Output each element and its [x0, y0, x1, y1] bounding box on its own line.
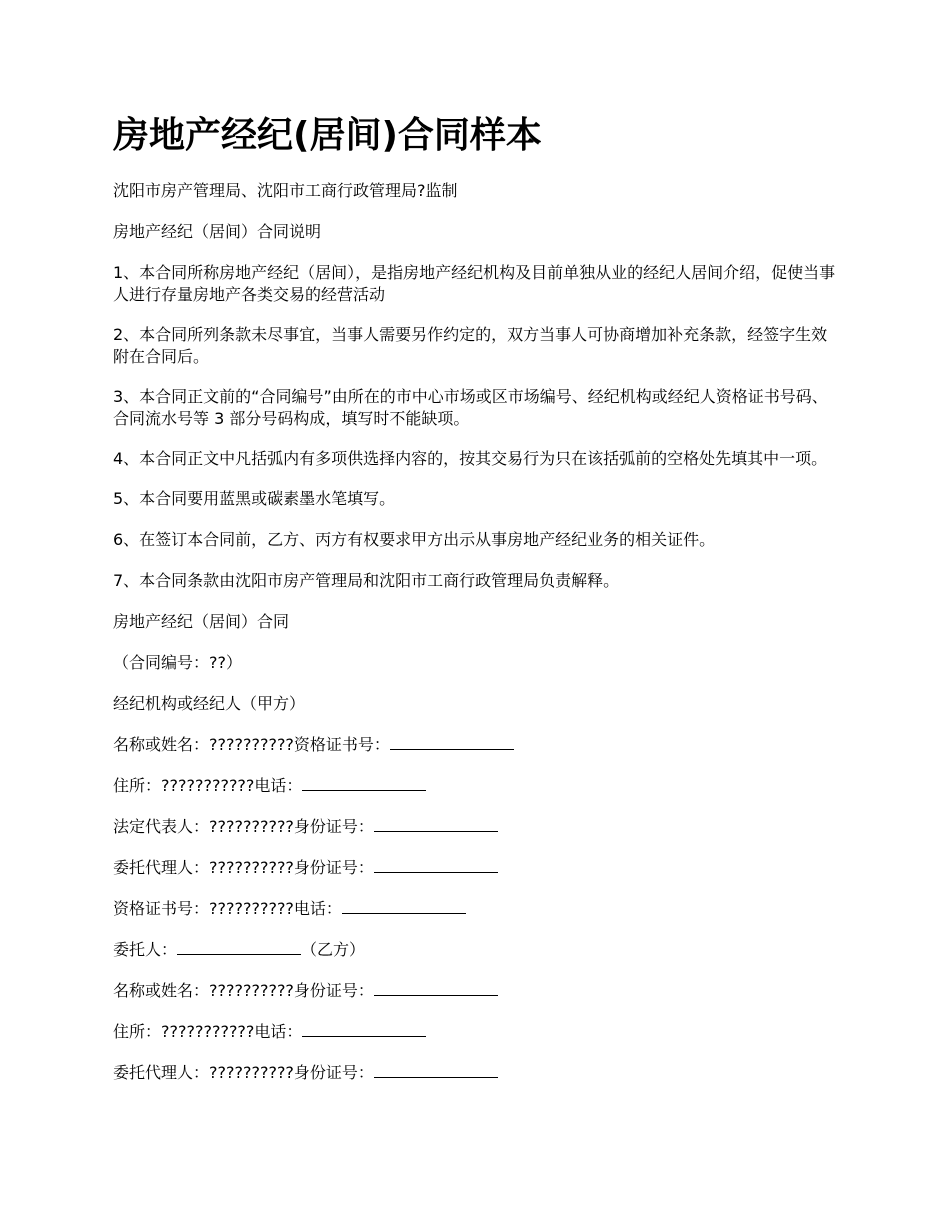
party-b-line: [113, 939, 843, 961]
party-a-cert-blank[interactable]: [390, 735, 514, 750]
party-b-address-row: [113, 1021, 843, 1043]
party-b-agent-row: [113, 1062, 843, 1084]
note-7: 7、本合同条款由沈阳市房产管理局和沈阳市工商行政管理局负责解释。: [113, 571, 620, 590]
party-a-cert-phone-blank[interactable]: [342, 899, 466, 914]
party-a-cert-label: 资格证书号：??????????电话：: [113, 899, 342, 918]
document-title: 房地产经纪(居间)合同样本: [113, 115, 542, 156]
party-a-legal-rep-label: 法定代表人：??????????身份证号：: [113, 817, 374, 836]
document-page: [113, 112, 843, 1103]
party-a-cert-row: [113, 898, 843, 920]
note-4: 4、本合同正文中凡括弧内有多项供选择内容的，按其交易行为只在该括弧前的空格处先填其中一项。: [113, 449, 828, 468]
party-b-agent-label: 委托代理人：??????????身份证号：: [113, 1063, 374, 1082]
party-b-phone-blank[interactable]: [302, 1022, 426, 1037]
party-a-phone-blank[interactable]: [302, 776, 426, 791]
party-a-legal-rep-row: [113, 816, 843, 838]
party-b-name-row: [113, 980, 843, 1002]
party-b-id-blank[interactable]: [374, 981, 498, 996]
contract-heading: 房地产经纪（居间）合同: [113, 612, 290, 631]
note-5: 5、本合同要用蓝黑或碳素墨水笔填写。: [113, 489, 396, 508]
note-2: 2、本合同所列条款未尽事宜，当事人需要另作约定的，双方当事人可协商增加补充条款，经签字生效附在合同后。: [113, 325, 828, 366]
party-a-agent-id-blank[interactable]: [374, 858, 498, 873]
party-a-heading: 经纪机构或经纪人（甲方）: [113, 694, 306, 713]
party-b-address-label: 住所：???????????电话：: [113, 1022, 303, 1041]
supervision-line: 沈阳市房产管理局、沈阳市工商行政管理局?监制: [113, 181, 458, 200]
party-a-address-label: 住所：???????????电话：: [113, 776, 303, 795]
party-a-name-label: 名称或姓名：??????????资格证书号：: [113, 735, 390, 754]
note-1: 1、本合同所称房地产经纪（居间），是指房地产经纪机构及目前单独从业的经纪人居间介绍，促使当事人进行存量房地产各类交易的经营活动: [113, 263, 836, 304]
party-b-name-label: 名称或姓名：??????????身份证号：: [113, 981, 374, 1000]
party-a-agent-label: 委托代理人：??????????身份证号：: [113, 858, 374, 877]
party-b-prefix: 委托人：: [113, 940, 178, 959]
party-b-agent-id-blank[interactable]: [374, 1063, 498, 1078]
party-b-suffix: （乙方）: [301, 940, 366, 959]
contract-number: （合同编号：??）: [113, 653, 242, 672]
note-3: 3、本合同正文前的“合同编号”由所在的市中心市场或区市场编号、经纪机构或经纪人资格证书号码、合同流水号等 3 部分号码构成，填写时不能缺项。: [113, 387, 828, 428]
party-a-name-row: [113, 734, 843, 756]
party-b-name-blank[interactable]: [177, 940, 301, 955]
note-6: 6、在签订本合同前，乙方、丙方有权要求甲方出示从事房地产经纪业务的相关证件。: [113, 530, 716, 549]
party-a-agent-row: [113, 857, 843, 879]
party-a-legal-rep-id-blank[interactable]: [374, 817, 498, 832]
party-a-address-row: [113, 775, 843, 797]
explanation-heading: 房地产经纪（居间）合同说明: [113, 222, 322, 241]
